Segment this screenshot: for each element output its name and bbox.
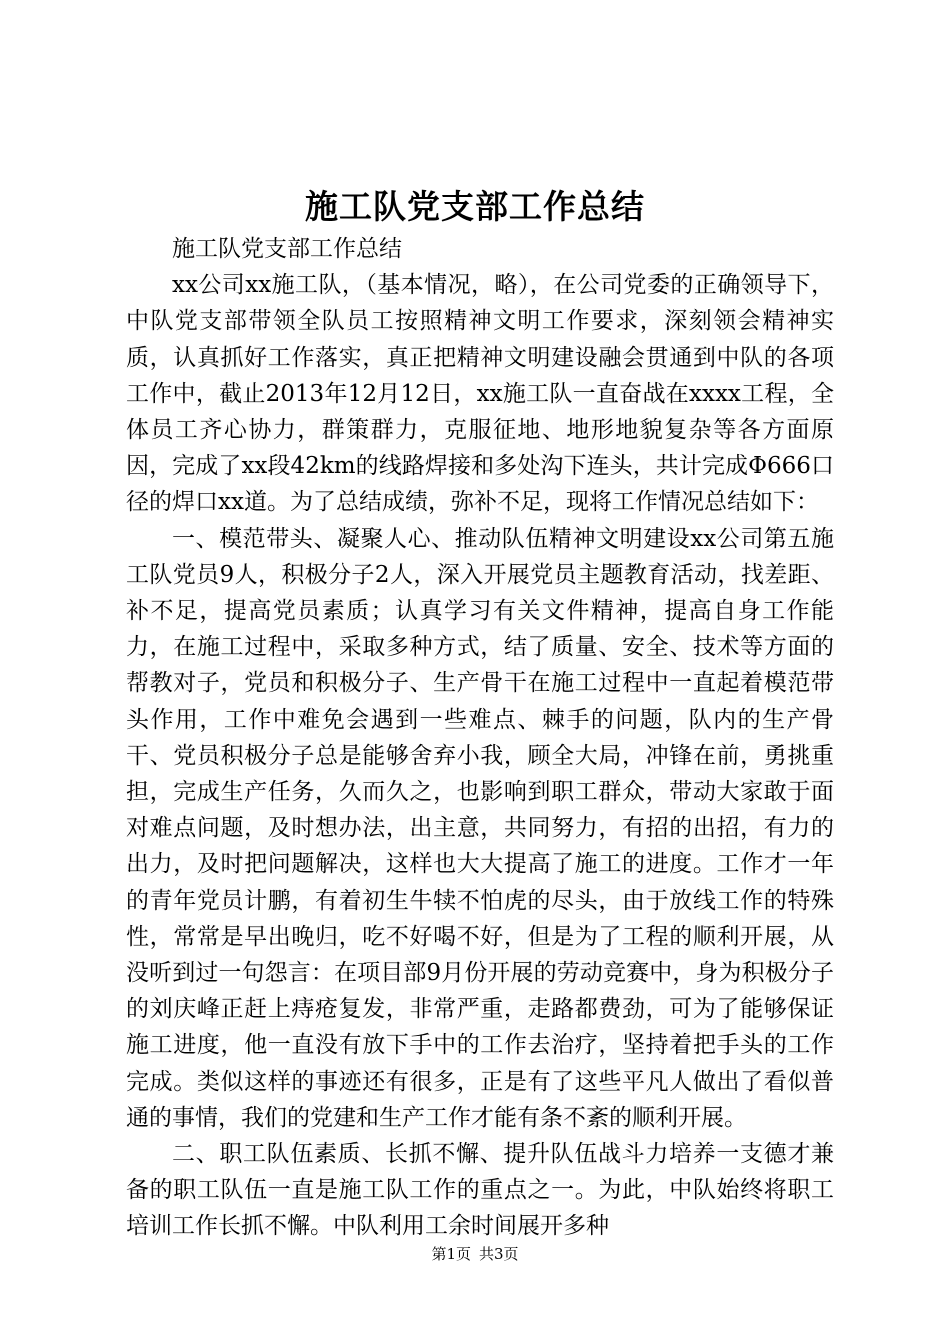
paragraph-section-1: 一、模范带头、凝聚人心、推动队伍精神文明建设xx公司第五施工队党员9人，积极分子2人，深入开展党员主题教育活动，找差距、补不足，提高党员素质；认真学习有关文件精神，提高自身工作能力，在施工过程中，采取多种方式，结了质量、安全、技术等方面的帮教对子，党员和积极分子、生产骨干在施工过程中一直起着模范带头作用，工作中难免会遇到一些难点、棘手的问题，队内的生产骨干、党员积极分子总是能够舍弃小我，顾全大局，冲锋在前，勇挑重担，完成生产任务，久而久之，也影响到职工群众，带动大家敢于面对难点问题，及时想办法，出主意，共同努力，有招的出招，有力的出力，及时把问题解决，这样也大大提高了施工的进度。工作才一年的青年党员计鹏，有着初生牛犊不怕虎的尽头，由于放线工作的特殊性，常常是早出晚归，吃不好喝不好，但是为了工程的顺利开展，从没听到过一句怨言：在项目部9月份开展的劳动竞赛中，身为积极分子的刘庆峰正赶上痔疮复发，非常严重，走路都费劲，可为了能够保证施工进度，他一直没有放下手中的工作去治疗，坚持着把手头的工作完成。类似这样的事迹还有很多，正是有了这些平凡人做出了看似普通的事情，我们的党建和生产工作才能有条不紊的顺利开展。 (126, 525, 834, 1131)
page-footer (0, 1243, 950, 1265)
paragraph-intro: xx公司xx施工队，（基本情况，略），在公司党委的正确领导下，中队党支部带领全队员工按照精神文明工作要求，深刻领会精神实质，认真抓好工作落实，真正把精神文明建设融会贯通到中队的各项工作中，截止2013年12月12日，xx施工队一直奋战在xxxx工程，全体员工齐心协力，群策群力，克服征地、地形地貌复杂等各方面原因，完成了xx段42km的线路焊接和多处沟下连头，共计完成Φ666口径的焊口xx道。为了总结成绩，弥补不足，现将工作情况总结如下： (126, 272, 834, 516)
page-number: 第1页 (431, 1245, 471, 1263)
paragraph-section-2: 二、职工队伍素质、长抓不懈、提升队伍战斗力培养一支德才兼备的职工队伍一直是施工队工作的重点之一。为此，中队始终将职工培训工作长抓不懈。中队利用工余时间展开多种 (126, 1141, 834, 1240)
document-body (126, 231, 834, 1245)
paragraph-subtitle: 施工队党支部工作总结 (172, 236, 402, 262)
page-total: 共3页 (479, 1245, 519, 1263)
document-title: 施工队党支部工作总结 (305, 187, 645, 226)
